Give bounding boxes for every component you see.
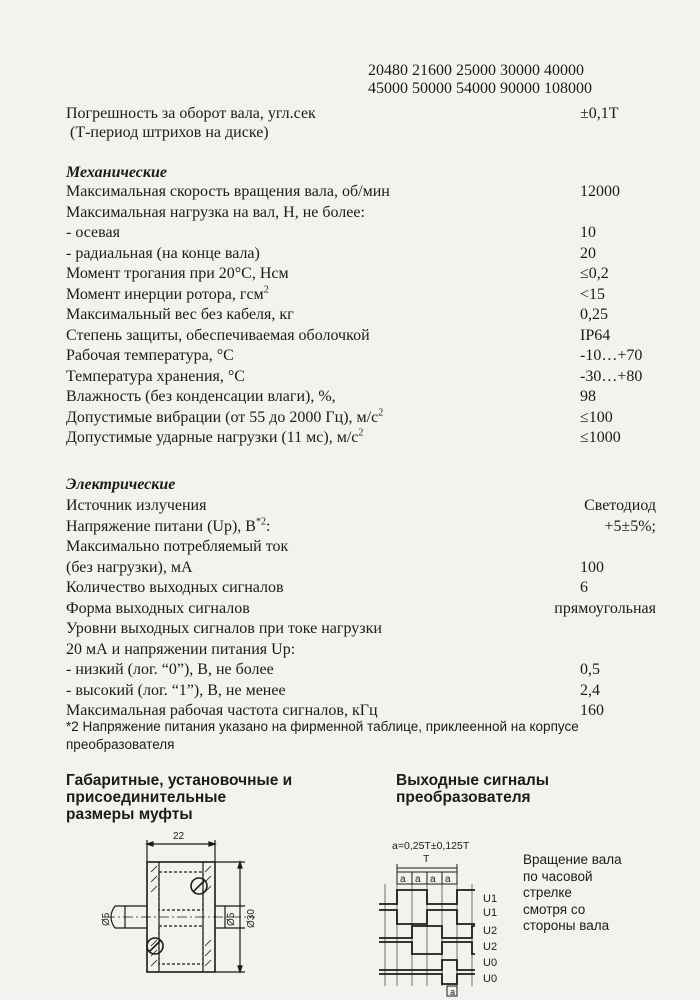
dim-outer-label: Ø30 <box>246 909 257 928</box>
electrical-row <box>66 640 656 660</box>
mechanical-value: -30…+80 <box>580 367 643 385</box>
electrical-value: 100 <box>580 558 604 576</box>
coupling-heading-line: Габаритные, установочные и <box>66 772 293 789</box>
electrical-label: Форма выходных сигналов <box>66 599 250 617</box>
electrical-value: Светодиод <box>584 497 656 514</box>
signals-heading-line: преобразователя <box>396 789 531 806</box>
mechanical-label: Степень защиты, обеспечиваемая оболочкой <box>66 326 370 344</box>
electrical-label: Уровни выходных сигналов при токе нагрузки <box>66 620 382 637</box>
rotation-note-line: стороны вала <box>523 918 610 933</box>
index-label: a <box>450 987 456 997</box>
channel-label: U0 <box>483 973 498 985</box>
mechanical-value: 0,25 <box>580 306 608 323</box>
mechanical-label: Момент трогания при 20°С, Нсм <box>66 265 289 282</box>
mechanical-row <box>66 305 656 325</box>
electrical-label: 20 мА и напряжении питания Up: <box>66 640 296 658</box>
dim-width-label: 22 <box>173 831 185 842</box>
accuracy-value: ±0,1Т <box>580 105 619 122</box>
mechanical-label: Влажность (без конденсации влаги), %, <box>66 388 336 405</box>
mechanical-value: 98 <box>580 388 596 405</box>
accuracy-label: Погрешность за оборот вала, угл.сек <box>66 105 316 122</box>
mechanical-label-sup: 2 <box>263 284 269 296</box>
mechanical-label: Максимальная скорость вращения вала, об/мин <box>66 183 390 200</box>
electrical-value: 6 <box>580 579 588 596</box>
section-hatch <box>151 866 211 966</box>
signals-heading <box>396 772 549 806</box>
dim-arrow <box>238 966 242 972</box>
mechanical-label-sup: 2 <box>358 427 364 439</box>
electrical-value: 0,5 <box>580 661 600 678</box>
signals-heading-line: Выходные сигналы <box>396 772 549 789</box>
electrical-value: 160 <box>580 702 604 719</box>
electrical-label: (без нагрузки), мА <box>66 558 193 576</box>
dim-arrow <box>147 842 153 846</box>
mechanical-label: - радиальная (на конце вала) <box>66 244 260 262</box>
mechanical-value: ≤1000 <box>580 429 621 446</box>
quarter-label: a <box>430 874 436 885</box>
quarter-label: a <box>445 874 451 885</box>
mechanical-row <box>66 285 656 305</box>
channel-label: U2 <box>483 925 498 937</box>
mechanical-value: 10 <box>580 224 596 241</box>
accuracy-sublabel: (Т-период штрихов на диске) <box>70 124 269 141</box>
mechanical-title: Механические <box>66 164 167 181</box>
electrical-row <box>66 599 656 619</box>
coupling-heading-line: присоединительные <box>66 789 227 806</box>
mechanical-value: -10…+70 <box>580 347 643 364</box>
mechanical-row <box>66 387 656 407</box>
resolution-line-1: 20480 21600 25000 30000 40000 <box>368 62 584 79</box>
mechanical-value: 20 <box>580 244 596 262</box>
mechanical-row <box>66 346 656 366</box>
mechanical-label: - осевая <box>66 224 120 241</box>
supply-footnote: *2 Напряжение питания указано на фирменной таблице, приклеенной на корпусе преобразователя <box>66 719 579 752</box>
mechanical-label: Максимальный вес без кабеля, кг <box>66 306 294 323</box>
dim-arrow <box>209 842 215 846</box>
rotation-note-line: смотря со <box>523 901 586 917</box>
dim-arrow <box>238 862 242 868</box>
signal-formula: a=0,25T±0,125T <box>392 840 470 852</box>
electrical-row <box>66 619 656 639</box>
mechanical-row <box>66 326 656 346</box>
period-label: T <box>423 853 430 865</box>
mechanical-value: ≤100 <box>580 408 613 426</box>
waveform-u1 <box>379 890 475 904</box>
mechanical-row <box>66 428 656 448</box>
channel-label: U2 <box>483 941 498 953</box>
electrical-row <box>66 558 656 578</box>
waveform-u1-inv <box>379 910 475 924</box>
electrical-value: +5±5%; <box>604 517 656 535</box>
electrical-label: Максимально потребляемый ток <box>66 538 289 555</box>
mechanical-value: <15 <box>580 285 606 303</box>
resolution-line-2: 45000 50000 54000 90000 108000 <box>368 80 592 97</box>
electrical-value: 2,4 <box>580 681 600 699</box>
rotation-note <box>523 852 622 935</box>
electrical-label: - низкий (лог. “0”), В, не более <box>66 661 274 678</box>
mechanical-value: IP64 <box>580 326 611 344</box>
electrical-label: - высокий (лог. “1”), В, не менее <box>66 681 286 699</box>
mechanical-row <box>66 203 656 223</box>
electrical-label: Максимальная рабочая частота сигналов, кГц <box>66 702 378 719</box>
channel-label: U1 <box>483 893 498 905</box>
channel-label: U1 <box>483 907 498 919</box>
coupling-heading-line: размеры муфты <box>66 806 193 823</box>
rotation-note-line: Вращение вала <box>523 852 622 867</box>
rotation-note-line: стрелке <box>523 885 572 900</box>
coupling-drawing <box>95 828 295 998</box>
quarter-label: a <box>400 874 406 885</box>
signal-diagram <box>375 838 515 998</box>
electrical-row <box>66 578 656 598</box>
accuracy-row <box>66 104 656 124</box>
mechanical-row <box>66 182 656 202</box>
electrical-row <box>66 537 656 557</box>
electrical-row <box>66 496 656 516</box>
electrical-title: Электрические <box>66 476 176 493</box>
mechanical-row <box>66 223 656 243</box>
mechanical-label-sup: 2 <box>378 407 384 419</box>
channel-label: U0 <box>483 957 498 969</box>
electrical-label: Напряжение питани (Up), $В^{*2}$: <box>66 516 271 535</box>
dim-shaft-label: Ø5 <box>226 912 237 926</box>
mechanical-label: Температура хранения, °С <box>66 367 245 385</box>
mechanical-value: 12000 <box>580 183 620 200</box>
hidden-bore <box>159 926 203 964</box>
mechanical-row <box>66 367 656 387</box>
electrical-label-sup: *2 <box>255 516 266 528</box>
mechanical-label: Максимальная нагрузка на вал, Н, не более: <box>66 203 365 221</box>
quarter-label: a <box>415 874 421 885</box>
mechanical-value: ≤0,2 <box>580 265 609 282</box>
mechanical-label: Допустимые ударные нагрузки (11 мс), $м/с^2$ <box>66 427 364 446</box>
dim-shaft-label: Ø5 <box>101 912 112 926</box>
mechanical-row <box>66 244 656 264</box>
electrical-label: Источник излучения <box>66 497 207 514</box>
mechanical-row <box>66 408 656 428</box>
electrical-label: Количество выходных сигналов <box>66 579 284 596</box>
electrical-row <box>66 660 656 680</box>
mechanical-label: Рабочая температура, °С <box>66 347 234 364</box>
electrical-row <box>66 681 656 701</box>
electrical-row <box>66 517 656 537</box>
mechanical-label: Допустимые вибрации (от 55 до 2000 Гц), $м/с^2$ <box>66 407 384 426</box>
electrical-value: прямоугольная <box>554 599 656 617</box>
coupling-heading <box>66 772 292 823</box>
mechanical-row <box>66 264 656 284</box>
rotation-note-line: по часовой <box>523 868 593 884</box>
mechanical-label: Момент инерции ротора, гсм$^2$ <box>66 284 269 303</box>
